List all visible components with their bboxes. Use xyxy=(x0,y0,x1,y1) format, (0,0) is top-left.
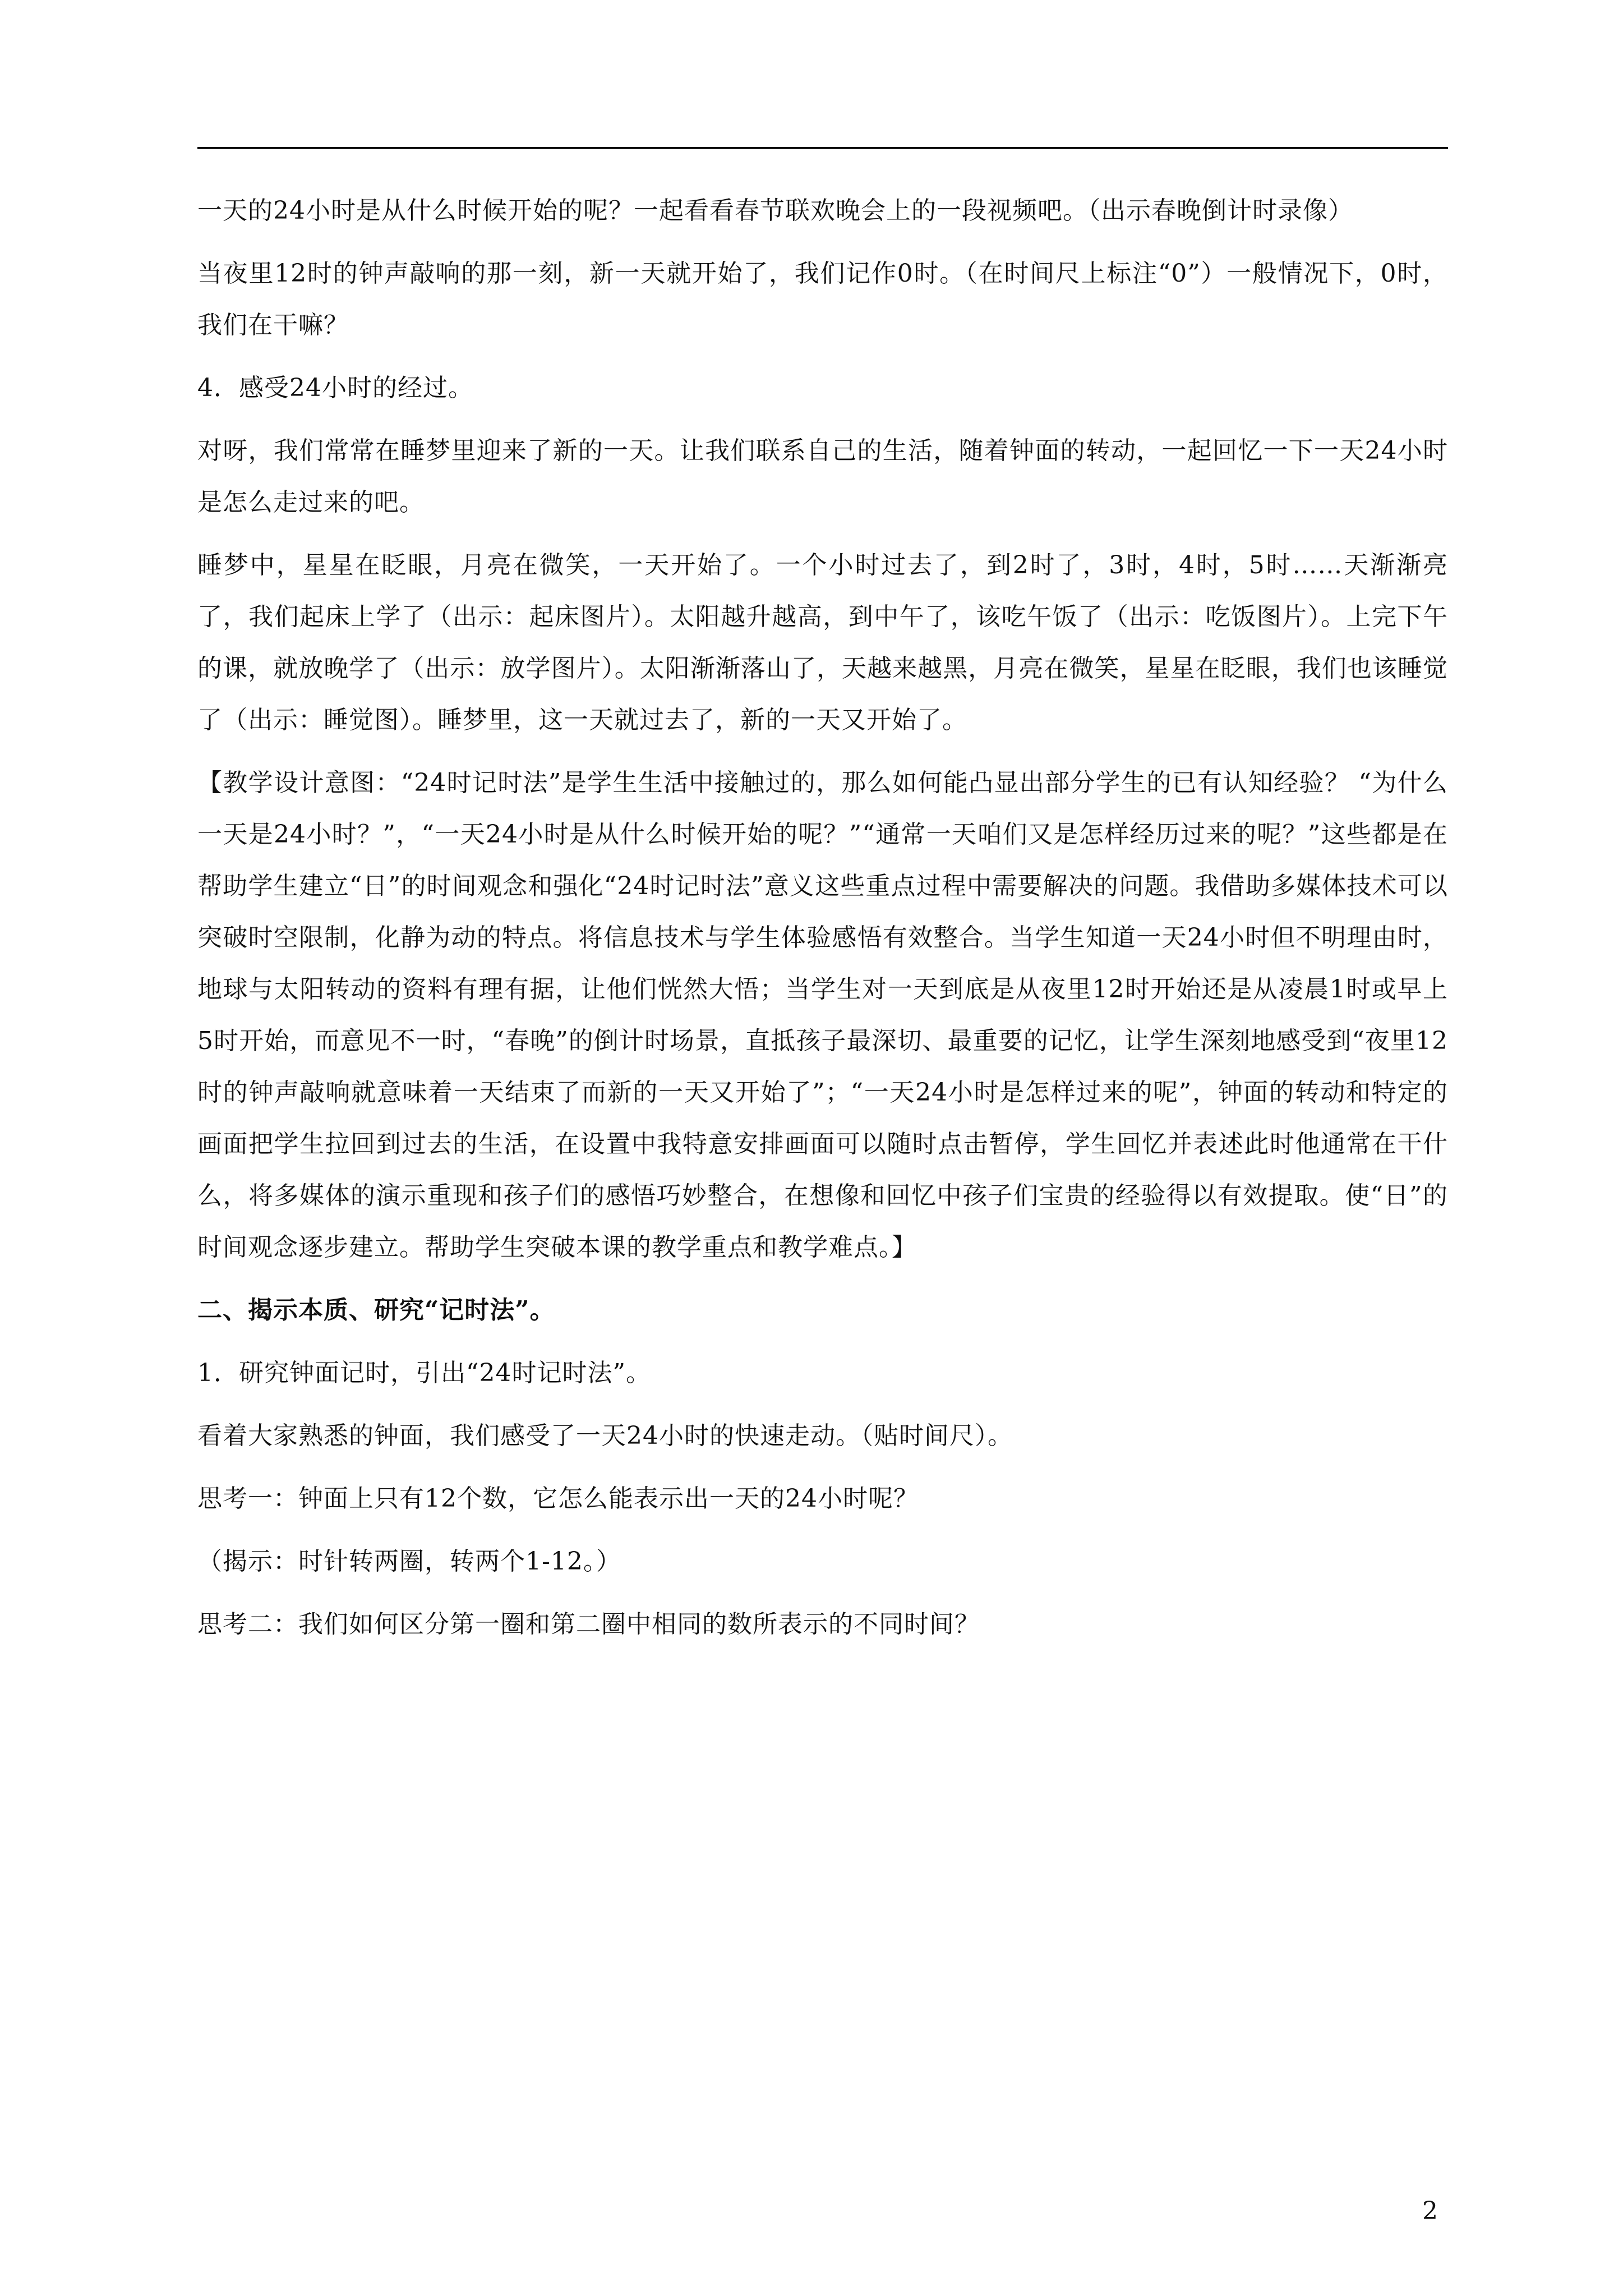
section-heading: 二、揭示本质、研究“记时法”。 xyxy=(197,1296,555,1324)
paragraph-4: 对呀，我们常常在睡梦里迎来了新的一天。让我们联系自己的生活，随着钟面的转动，一起回忆一下一天24小时是怎么走过来的吧。 xyxy=(197,436,1448,517)
header-rule xyxy=(197,147,1448,149)
document-body xyxy=(197,185,1448,1662)
paragraph-11: （揭示：时针转两圈，转两个1-12。） xyxy=(197,1547,621,1576)
paragraph-3: 4．感受24小时的经过。 xyxy=(197,374,473,402)
paragraph-8: 1．研究钟面记时，引出“24时记时法”。 xyxy=(197,1359,651,1387)
paragraph-12: 思考二：我们如何区分第一圈和第二圈中相同的数所表示的不同时间？ xyxy=(197,1610,980,1639)
design-intent-paragraph: 【教学设计意图：“24时记时法”是学生生活中接触过的，那么如何能凸显出部分学生的已有认知经验？ “为什么一天是24小时？”，“一天24小时是从什么时候开始的呢？”“通常一天咱们又是怎样经历过来的呢？”这些都是在帮助学生建立“日”的时间观念和强化“24时记时法”意义这些重点过程中需要解决的问题。我借助多媒体技术可以突破时空限制，化静为动的特点。将信息技术与学生体验感悟有效整合。当学生知道一天24小时但不明理由时，地球与太阳转动的资料有理有据，让他们恍然大悟；当学生对一天到底是从夜里12时开始还是从凌晨1时或早上5时开始，而意见不一时，“春晚”的倒计时场景，直抵孩子最深切、最重要的记忆，让学生深刻地感受到“夜里12时的钟声敲响就意味着一天结束了而新的一天又开始了”；“一天24小时是怎样过来的呢”，钟面的转动和特定的画面把学生拉回到过去的生活，在设置中我特意安排画面可以随时点击暂停，学生回忆并表述此时他通常在干什么，将多媒体的演示重现和孩子们的感悟巧妙整合，在想像和回忆中孩子们宝贵的经验得以有效提取。使“日”的时间观念逐步建立。帮助学生突破本课的教学重点和教学难点。】 xyxy=(197,769,1448,1262)
paragraph-1: 一天的24小时是从什么时候开始的呢？一起看看春节联欢晚会上的一段视频吧。（出示春晚倒计时录像） xyxy=(197,196,1353,225)
paragraph-5: 睡梦中，星星在眨眼，月亮在微笑，一天开始了。一个小时过去了，到2时了，3时，4时，5时……天渐渐亮了，我们起床上学了（出示：起床图片）。太阳越升越高，到中午了，该吃午饭了（出示：吃饭图片）。上完下午的课，就放晚学了（出示：放学图片）。太阳渐渐落山了，天越来越黑，月亮在微笑，星星在眨眼，我们也该睡觉了（出示：睡觉图）。睡梦里，这一天就过去了，新的一天又开始了。 xyxy=(197,551,1448,734)
page-number: 2 xyxy=(1422,2197,1438,2225)
paragraph-2: 当夜里12时的钟声敲响的那一刻，新一天就开始了，我们记作0时。（在时间尺上标注“0”）一般情况下，0时，我们在干嘛？ xyxy=(197,259,1448,339)
paragraph-9: 看着大家熟悉的钟面，我们感受了一天24小时的快速走动。（贴时间尺）。 xyxy=(197,1421,1013,1450)
paragraph-10: 思考一：钟面上只有12个数，它怎么能表示出一天的24小时呢？ xyxy=(197,1484,919,1513)
